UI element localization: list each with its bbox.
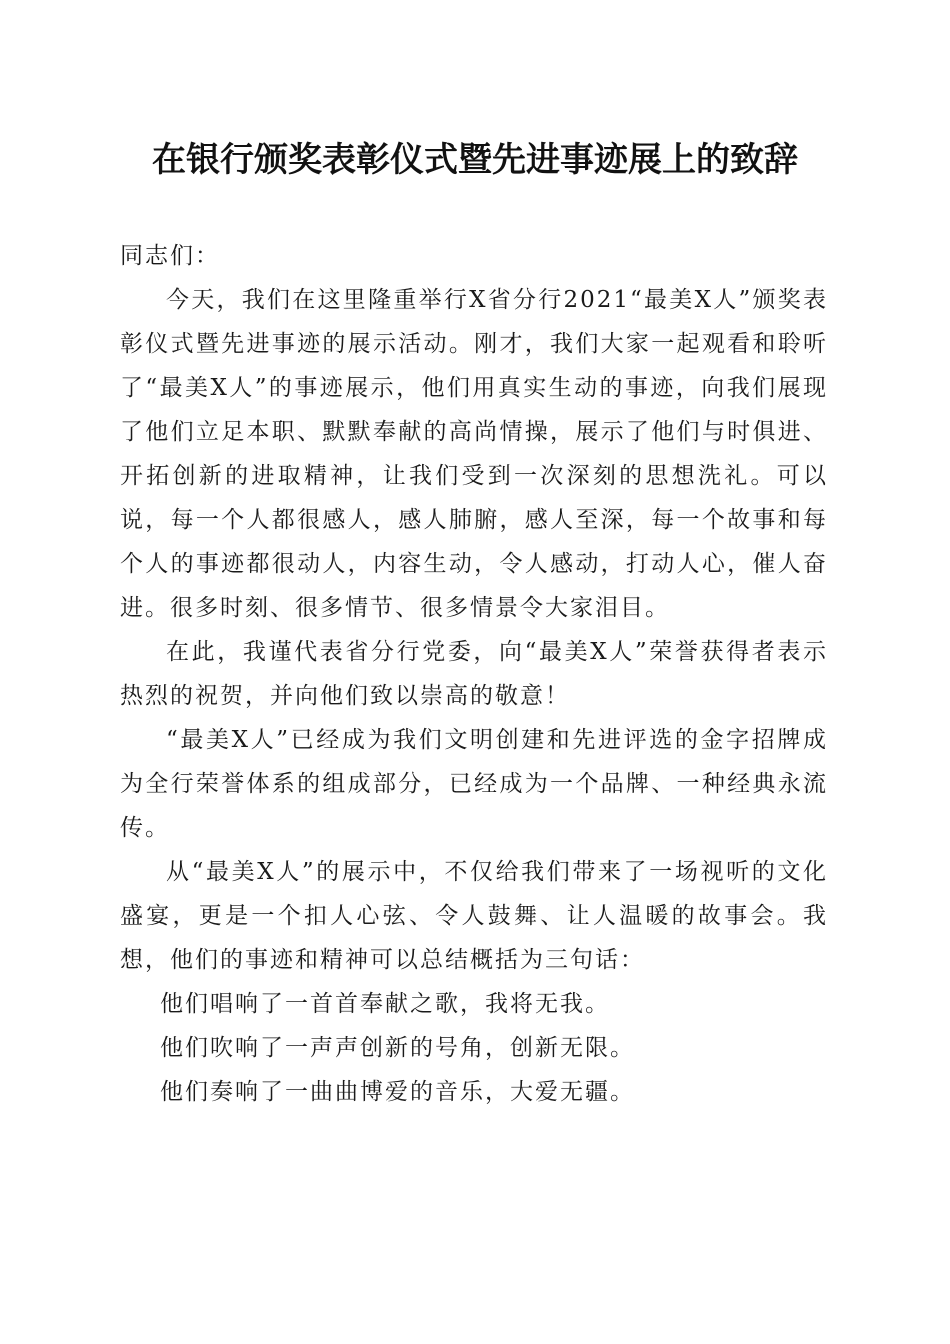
summary-line-2: 他们吹响了一声声创新的号角，创新无限。 xyxy=(160,1035,635,1061)
paragraph-congratulations: 在此，我谨代表省分行党委，向“最美X人”荣誉获得者表示热烈的祝贺，并向他们致以崇高的敬意！ xyxy=(120,639,828,709)
summary-line-3: 他们奏响了一曲曲博爱的音乐，大爱无疆。 xyxy=(160,1079,635,1105)
summary-line-1: 他们唱响了一首首奉献之歌，我将无我。 xyxy=(160,991,610,1017)
paragraph-opening: 今天，我们在这里隆重举行X省分行2021“最美X人”颁奖表彰仪式暨先进事迹的展示活动。刚才，我们大家一起观看和聆听了“最美X人”的事迹展示，他们用真实生动的事迹，向我们展现了他们立足本职、默默奉献的高尚情操，展示了他们与时俱进、开拓创新的进取精神，让我们受到一次深刻的思想洗礼。可以说，每一个人都很感人，感人肺腑，感人至深，每一个故事和每个人的事迹都很动人，内容生动，令人感动，打动人心，催人奋进。很多时刻、很多情节、很多情景令大家泪目。 xyxy=(120,287,828,621)
paragraph-summary: 从“最美X人”的展示中，不仅给我们带来了一场视听的文化盛宴，更是一个扣人心弦、令人鼓舞、让人温暖的故事会。我想，他们的事迹和精神可以总结概括为三句话： xyxy=(120,859,828,973)
paragraph-brand: “最美X人”已经成为我们文明创建和先进评选的金字招牌成为全行荣誉体系的组成部分，已经成为一个品牌、一种经典永流传。 xyxy=(120,727,828,841)
salutation: 同志们： xyxy=(120,243,220,269)
document-body xyxy=(120,234,828,1114)
document-title: 在银行颁奖表彰仪式暨先进事迹展上的致辞 xyxy=(152,140,798,180)
